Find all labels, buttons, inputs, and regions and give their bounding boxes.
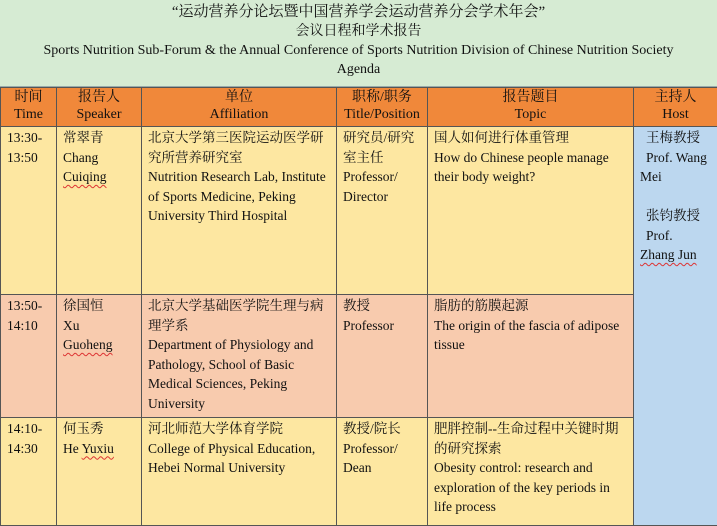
title-block — [0, 0, 717, 87]
agenda-table — [0, 87, 717, 526]
table-row — [1, 295, 717, 418]
topic-cell: 国人如何进行体重管理 How do Chinese people manage their body weight? — [428, 127, 634, 295]
table-header-row — [1, 88, 717, 127]
topic-cell: 脂肪的筋膜起源 The origin of the fascia of adipose tissue — [428, 295, 634, 418]
subtitle-en: Agenda — [0, 60, 717, 79]
title-cell: 教授/院长 Professor/ Dean — [337, 418, 428, 526]
affiliation-cell: 北京大学基础医学院生理与病理学系 Department of Physiology and Pathology, School of Basic Medical Sciences, Peking University — [142, 295, 337, 418]
column-header-title: 职称/职务 Title/Position — [337, 88, 428, 127]
column-header-affiliation: 单位 Affiliation — [142, 88, 337, 127]
column-header-time: 时间 Time — [1, 88, 57, 127]
title-cell: 研究员/研究室主任 Professor/ Director — [337, 127, 428, 295]
table-row — [1, 418, 717, 526]
column-header-speaker: 报告人 Speaker — [57, 88, 142, 127]
affiliation-cell: 北京大学第三医院运动医学研究所营养研究室 Nutrition Research Lab, Institute of Sports Medicine, Peking University Third Hospital — [142, 127, 337, 295]
time-cell: 13:50- 14:10 — [1, 295, 57, 418]
column-header-topic: 报告题目 Topic — [428, 88, 634, 127]
speaker-cell: 徐国恒 Xu Guoheng — [57, 295, 142, 418]
affiliation-cell: 河北师范大学体育学院 College of Physical Education, Hebei Normal University — [142, 418, 337, 526]
speaker-cell: 何玉秀 He Yuxiu — [57, 418, 142, 526]
subtitle-cn: 会议日程和学术报告 — [0, 22, 717, 41]
title-en: Sports Nutrition Sub-Forum & the Annual Conference of Sports Nutrition Division of Chinese Nutrition Society — [0, 41, 717, 60]
host-cell: 王梅教授 Prof. Wang Mei 张钧教授 Prof. Zhang Jun — [634, 127, 717, 526]
time-cell: 14:10- 14:30 — [1, 418, 57, 526]
title-cn: “运动营养分论坛暨中国营养学会运动营养分会学术年会” — [0, 0, 717, 22]
time-cell: 13:30- 13:50 — [1, 127, 57, 295]
table-row — [1, 127, 717, 295]
topic-cell: 肥胖控制--生命过程中关键时期的研究探索 Obesity control: research and exploration of the key periods in life process — [428, 418, 634, 526]
title-cell: 教授 Professor — [337, 295, 428, 418]
column-header-host: 主持人 Host — [634, 88, 717, 127]
speaker-cell: 常翠青 Chang Cuiqing — [57, 127, 142, 295]
